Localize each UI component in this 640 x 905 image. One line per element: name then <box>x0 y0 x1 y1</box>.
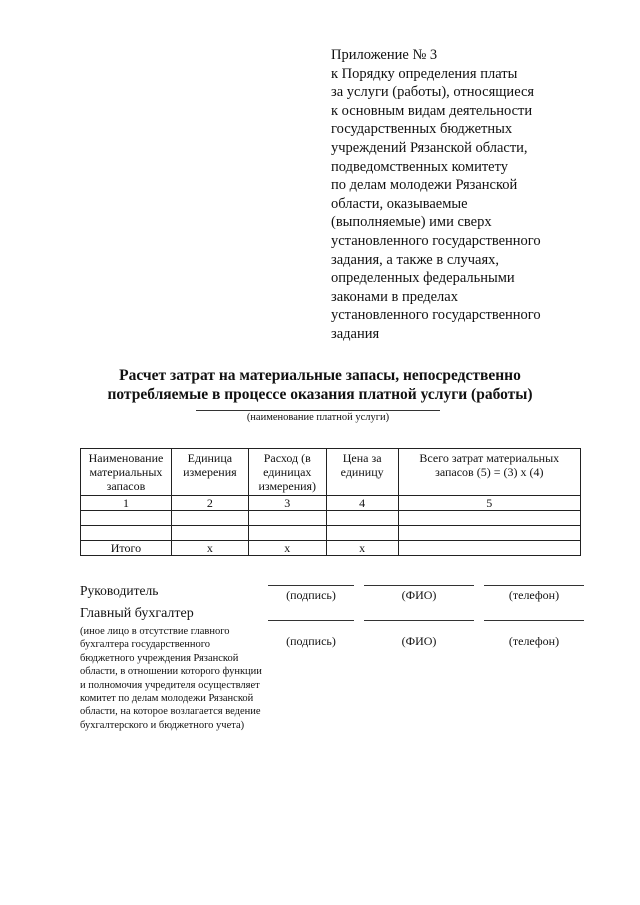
column-number: 3 <box>248 496 326 511</box>
table-header-row <box>81 449 581 496</box>
table-cell[interactable] <box>398 511 580 526</box>
appendix-line: задания, а также в случаях, <box>331 251 500 268</box>
table-cell[interactable] <box>81 511 172 526</box>
column-number: 1 <box>81 496 172 511</box>
column-number: 5 <box>398 496 580 511</box>
appendix-line: (выполняемые) ими сверх <box>331 214 492 231</box>
table-cell[interactable] <box>326 511 398 526</box>
head-label: Руководитель <box>80 583 159 598</box>
table-cell[interactable] <box>81 526 172 541</box>
service-name-field[interactable] <box>196 410 440 411</box>
title-line-2: потребляемые в процессе оказания платной услуги (работы) <box>107 386 533 403</box>
head-signature-field[interactable] <box>268 585 354 586</box>
total-cell: x <box>248 541 326 556</box>
appendix-line: учреждений Рязанской области, <box>331 139 528 156</box>
service-name-caption: (наименование платной услуги) <box>246 412 390 423</box>
appendix-line: установленного государственного <box>331 307 541 324</box>
accountant-label: Главный бухгалтер <box>80 606 194 621</box>
appendix-block <box>331 46 621 344</box>
column-number: 2 <box>171 496 248 511</box>
total-cell: x <box>171 541 248 556</box>
appendix-line: подведомственных комитету <box>331 158 508 175</box>
appendix-line: по делам молодежи Рязанской <box>331 177 518 194</box>
header-consumption: Расход (в единицах измерения) <box>248 449 326 496</box>
header-unit: Единица измерения <box>171 449 248 496</box>
header-unit-price: Цена за единицу <box>326 449 398 496</box>
accountant-phone-field[interactable] <box>484 620 584 621</box>
accountant-signature-caption: (подпись) <box>286 634 336 648</box>
document-title <box>80 366 560 404</box>
accountant-signature-field[interactable] <box>268 620 354 621</box>
table-cell[interactable] <box>398 526 580 541</box>
materials-cost-table <box>80 448 581 556</box>
accountant-note: (иное лицо в отсутствие главного бухгалтера государственного бюджетного учреждения Рязанской области, в отношении которого функции и полномочия учредителя осуществляет комитет по делам молодежи Рязанской области, на которое возлагается ведение бухгалтерского и бюджетного учета) <box>80 626 262 731</box>
table-row <box>81 511 581 526</box>
accountant-phone-caption: (телефон) <box>508 634 560 648</box>
header-material-name: Наименование материальных запасов <box>81 449 172 496</box>
appendix-line: за услуги (работы), относящиеся <box>331 84 535 101</box>
appendix-line: Приложение № 3 <box>331 47 438 63</box>
table-cell[interactable] <box>248 511 326 526</box>
table-cell[interactable] <box>248 526 326 541</box>
head-signature-caption: (подпись) <box>286 588 336 602</box>
appendix-line: определенных федеральными <box>331 270 515 287</box>
head-name-caption: (ФИО) <box>401 588 437 602</box>
title-line-1: Расчет затрат на материальные запасы, непосредственно <box>119 367 521 384</box>
column-number-row <box>81 496 581 511</box>
header-total-cost: Всего затрат материальных запасов (5) = (3) x (4) <box>398 449 580 496</box>
appendix-line: установленного государственного <box>331 232 541 249</box>
table-cell[interactable] <box>171 511 248 526</box>
appendix-line: к Порядку определения платы <box>331 65 518 82</box>
total-row <box>81 541 581 556</box>
table-cell[interactable] <box>171 526 248 541</box>
column-number: 4 <box>326 496 398 511</box>
appendix-line: задания <box>331 325 380 342</box>
head-name-field[interactable] <box>364 585 474 586</box>
table-row <box>81 526 581 541</box>
appendix-line: законами в пределах <box>331 288 458 305</box>
head-phone-caption: (телефон) <box>508 588 560 602</box>
total-cell: x <box>326 541 398 556</box>
total-label: Итого <box>81 541 172 556</box>
total-cell[interactable] <box>398 541 580 556</box>
table-cell[interactable] <box>326 526 398 541</box>
accountant-name-caption: (ФИО) <box>401 634 437 648</box>
head-phone-field[interactable] <box>484 585 584 586</box>
accountant-name-field[interactable] <box>364 620 474 621</box>
appendix-line: государственных бюджетных <box>331 121 513 138</box>
appendix-line: к основным видам деятельности <box>331 102 533 119</box>
appendix-line: области, оказываемые <box>331 195 468 212</box>
